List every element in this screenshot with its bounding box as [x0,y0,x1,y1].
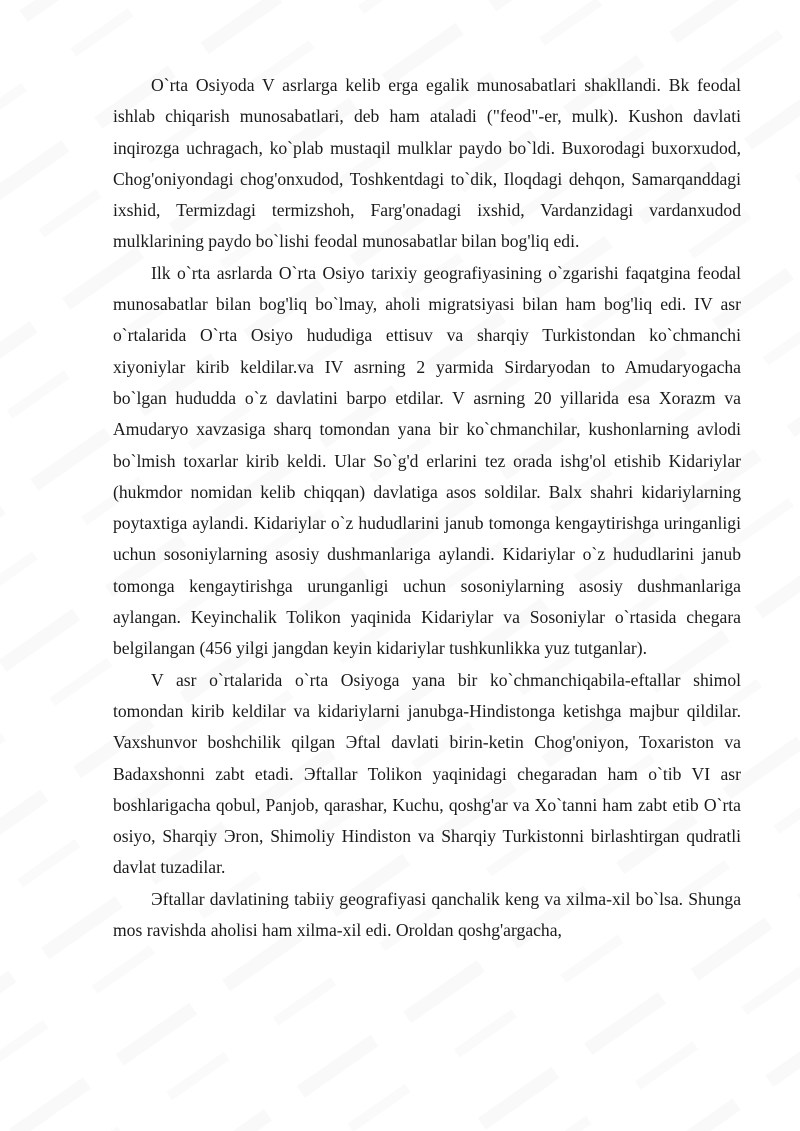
paragraph-geography: Эftallar davlatining tabiiy geografiyasi qanchalik keng va xilma-xil bo`lsa. Shunga mos ravishda aholisi ham xilma-xil edi. Oroldan qoshg'argacha, [113,888,741,941]
paragraph-migrations: Ilk o`rta asrlarda O`rta Osiyo tarixiy geografiyasining o`zgarishi faqatgina feodal munosabatlar bilan bog'liq bo`lmay, aholi migratsiyasi bilan ham bog'liq edi. IV asr o`rtalarida O`rta Osiyo hududiga ettisuv va sharqiy Turkistondan ko`chmanchi xiyoniylar kirib keldilar.va IV asrning 2 yarmida Sirdaryodan to Amudaryogacha bo`lgan hududda o`z davlatini barpo etdilar. V asrning 20 yillarida esa Xorazm va Amudaryo xavzasiga sharq tomondan yana bir ko`chmanchilar, kushonlarning avlodi bo`lmish toxarlar kirib keldi. Ular So`g'd erlarini tez orada ishg'ol etishib Kidariylar (hukmdor nomidan kelib chiqqan) davlatiga asos soldilar. Balx shahri kidariylarning poytaxtiga aylandi. Kidariylar o`z hududlarini janub tomonga kengaytirishga uringanligi uchun sosoniylarning asosiy dushmanlariga aylandi. Kidariylar o`z hududlarini janub tomonga kengaytirishga urunganligi uchun sosoniylarning asosiy dushmanlariga aylangan. Keyinchalik Tolikon yaqinida Kidariylar va Sosoniylar o`rtasida chegara belgilangan (456 yilgi jangdan keyin kidariylar tushkunlikka yuz tutganlar). [113,262,741,659]
document-body [113,70,741,946]
paragraph-feudal-relations: O`rta Osiyoda V asrlarga kelib erga egalik munosabatlari shakllandi. Bk feodal ishlab chiqarish munosabatlari, deb ham ataladi ("feod"-er, mulk). Kushon davlati inqirozga uchragach, ko`plab mustaqil mulklar paydo bo`ldi. Buxorodagi buxorxudod, Chog'oniyondagi chog'onxudod, Toshkentdagi to`dik, Iloqdagi dehqon, Samarqanddagi ixshid, Termizdagi termizshoh, Farg'onadagi ixshid, Vardanzidagi vardanxudod mulklarining paydo bo`lishi feodal munosabatlar bilan bog'liq edi. [113,75,741,252]
paragraph-ephthalites: V asr o`rtalarida o`rta Osiyoga yana bir ko`chmanchiqabila-eftallar shimol tomondan kirib keldilar va kidariylarni janubga-Hindistonga ketishga majbur qildilar. Vaxshunvor boshchilik qilgan Эftal davlati birin-ketin Chog'oniyon, Toxariston va Badaxshonni zabt etadi. Эftallar Tolikon yaqinidagi chegaradan ham o`tib VI asr boshlarigacha qobul, Panjob, qarashar, Kuchu, qoshg'ar va Xo`tanni ham zabt etib O`rta osiyo, Sharqiy Эron, Shimoliy Hindiston va Sharqiy Turkistonni birlashtirgan qudratli davlat tuzadilar. [113,669,741,878]
